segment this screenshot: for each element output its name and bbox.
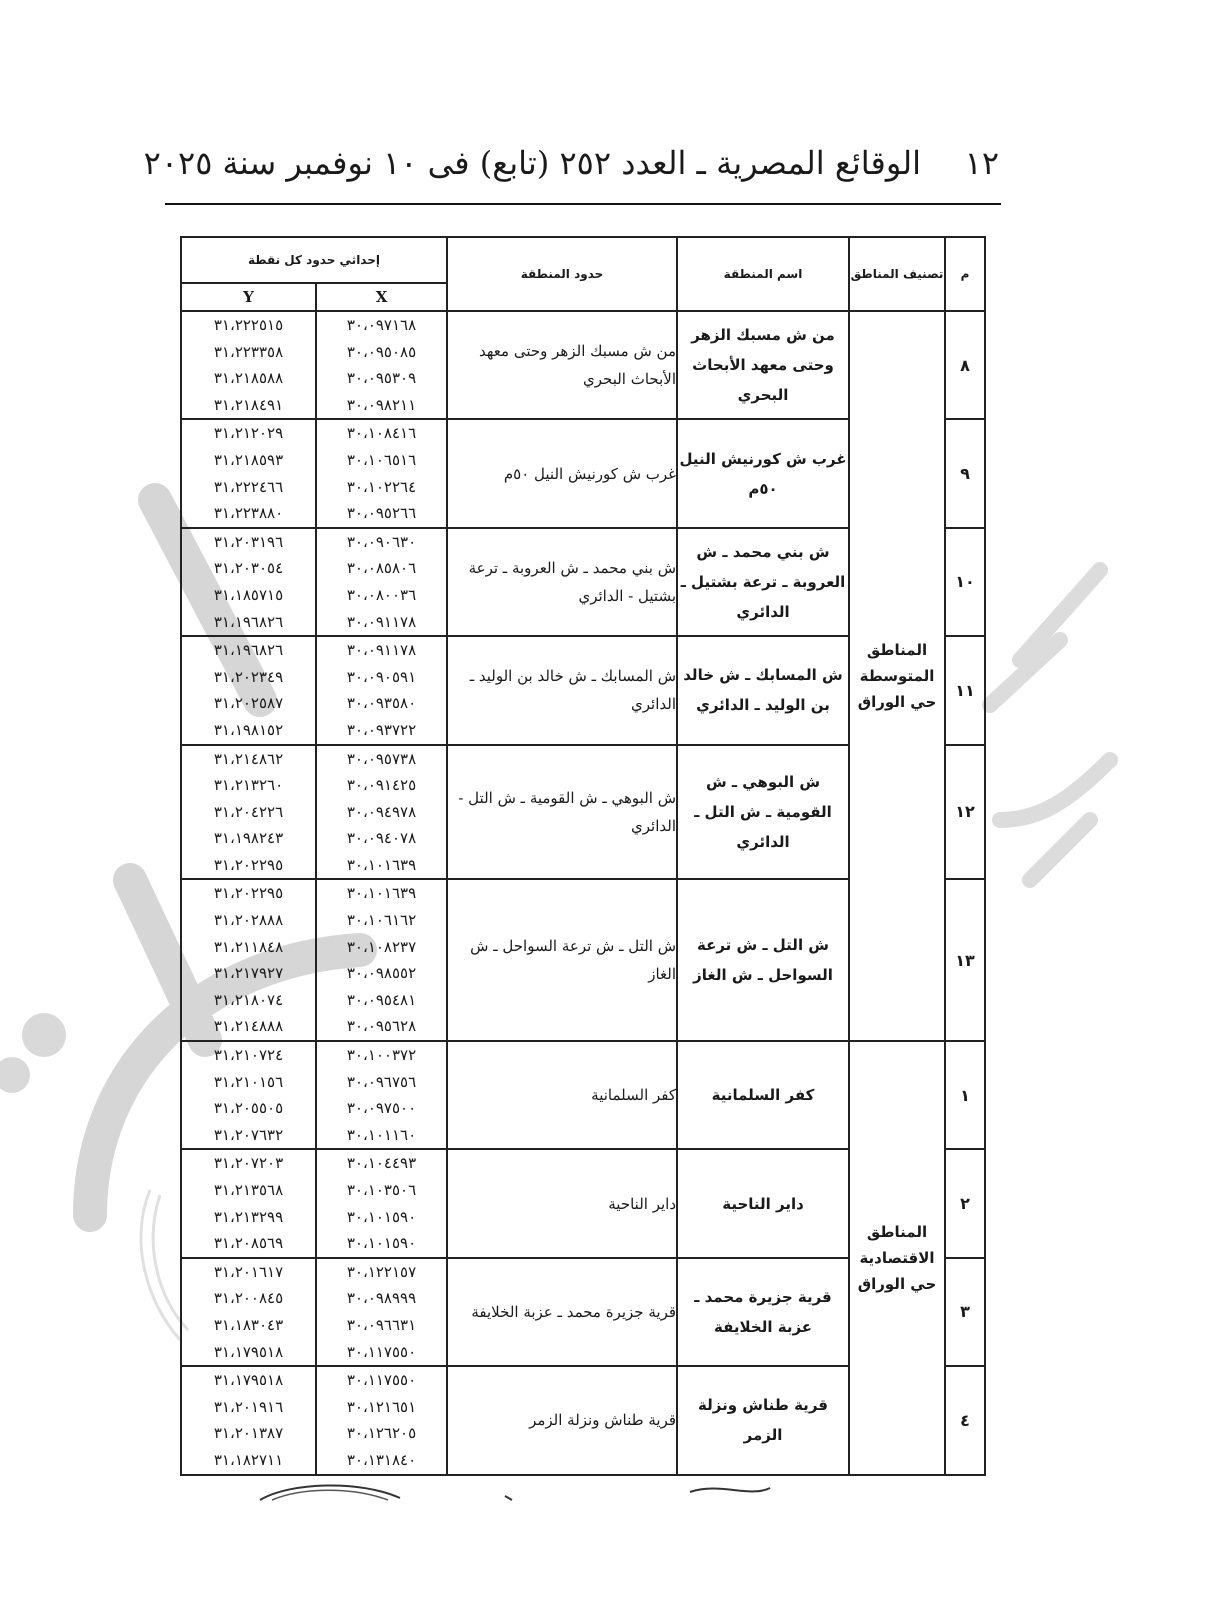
header-num: م: [945, 237, 985, 311]
coord-y-value: ٣١،١٨٢٧١١: [213, 1450, 284, 1469]
row-number: ٩: [945, 419, 985, 527]
coord-x-value: ٣٠،٠٨٠٠٣٦: [346, 585, 417, 604]
header-zone-bounds: حدود المنطقة: [447, 237, 677, 311]
coord-x-value: ٣٠،٠٩٠٦٣٠: [346, 532, 417, 551]
coord-x-value: ٣٠،١٠٨٤١٦: [346, 424, 417, 443]
coord-y-value: ٣١،١٧٩٥١٨: [213, 1371, 284, 1390]
coord-x-value: ٣٠،٠٩٧٥٠٠: [346, 1099, 417, 1118]
coord-y-value: ٣١،٢٠٢٥٨٧: [213, 694, 284, 713]
coord-x-cell: [316, 745, 447, 880]
coord-y-value: ٣١،٢٠١٩١٦: [213, 1397, 284, 1416]
coord-x-value: ٣٠،١٢١٦٥١: [346, 1397, 417, 1416]
zone-classification: المناطق الاقتصادية حي الوراق: [849, 1041, 945, 1475]
coord-y-value: ٣١،٢٠٨٥٦٩: [213, 1234, 284, 1253]
coord-x-cell: [316, 879, 447, 1041]
coord-y-value: ٣١،٢٠١٦١٧: [213, 1262, 284, 1281]
coord-x-value: ٣٠،٠٩٤٠٧٨: [346, 829, 417, 848]
coord-y-value: ٣١،٢١٣٢٩٩: [213, 1207, 284, 1226]
coord-y-value: ٣١،٢١١٨٤٨: [213, 937, 284, 956]
coord-y-value: ٣١،٢٠٢٨٨٨: [213, 911, 284, 930]
zone-name: ش بني محمد ـ ش العروبة ـ ترعة بشتيل ـ الدائري: [677, 528, 849, 636]
coord-x-value: ٣٠،١٠١٥٩٠: [346, 1207, 417, 1226]
zone-name: ش البوهي ـ ش القومية ـ ش التل ـ الدائري: [677, 745, 849, 880]
coord-x-value: ٣٠،٠٩٣٧٢٢: [346, 720, 417, 739]
header-rule: [165, 203, 1001, 205]
coord-x-value: ٣٠،٠٩٧١٦٨: [346, 316, 417, 334]
coord-x-value: ٣٠،١٠٦٥١٦: [346, 450, 417, 469]
zone-bounds: ش بني محمد ـ ش العروبة ـ ترعة بشتيل - الدائري: [447, 528, 677, 636]
coord-y-value: ٣١،٢٢٣٨٨٠: [213, 504, 284, 523]
coord-x-value: ٣٠،٠٩٨٥٥٢: [346, 964, 417, 983]
header-x: X: [316, 283, 447, 311]
row-number: ٣: [945, 1258, 985, 1366]
zones-table: [180, 236, 986, 1476]
zone-name: ش المسابك ـ ش خالد بن الوليد ـ الدائري: [677, 636, 849, 744]
coord-x-value: ٣٠،١٠١٦٣٩: [346, 884, 417, 903]
coord-x-cell: [316, 1041, 447, 1149]
coord-x-value: ٣٠،٠٩٦٦٣١: [346, 1315, 417, 1334]
zone-bounds: غرب ش كورنيش النيل ٥٠م: [447, 419, 677, 527]
coord-y-value: ٣١،٢١٠٧٢٤: [213, 1046, 284, 1065]
coord-y-value: ٣١،٢٠٣١٩٦: [213, 532, 284, 551]
coord-x-value: ٣٠،١٢٢١٥٧: [346, 1262, 417, 1281]
coord-y-value: ٣١،٢١٧٩٢٧: [213, 964, 284, 983]
coord-x-value: ٣٠،١٠٨٢٣٧: [346, 937, 417, 956]
zone-bounds: ش التل ـ ش ترعة السواحل ـ ش الغاز: [447, 879, 677, 1041]
coord-x-value: ٣٠،١١٧٥٥٠: [346, 1342, 417, 1361]
row-number: ١١: [945, 636, 985, 744]
coord-x-value: ٣٠،٠٩١١٧٨: [346, 641, 417, 660]
coord-y-value: ٣١،٢٠٧٦٣٢: [213, 1125, 284, 1144]
coord-x-cell: [316, 1366, 447, 1474]
coord-y-value: ٣١،٢٢٣٣٥٨: [213, 342, 284, 361]
row-number: ١٣: [945, 879, 985, 1041]
coord-x-cell: [316, 311, 447, 419]
coord-y-cell: [181, 1366, 316, 1474]
coord-y-value: ٣١،٢٠٣٠٥٤: [213, 559, 284, 578]
zone-bounds: قرية جزيرة محمد ـ عزبة الخلايفة: [447, 1258, 677, 1366]
coord-y-value: ٣١،٢٠٥٥٠٥: [213, 1099, 284, 1118]
coord-y-value: ٣١،٢١٣٢٦٠: [213, 776, 284, 795]
coord-x-value: ٣٠،١٠١١٦٠: [346, 1125, 417, 1144]
coord-x-value: ٣٠،٠٩٤٩٧٨: [346, 802, 417, 821]
header-zone-name: اسم المنطقة: [677, 237, 849, 311]
row-number: ٤: [945, 1366, 985, 1474]
header-y: Y: [181, 283, 316, 311]
coord-y-cell: [181, 1041, 316, 1149]
coord-x-value: ٣٠،١٠٠٣٧٢: [346, 1046, 417, 1065]
coord-x-cell: [316, 419, 447, 527]
coord-x-cell: [316, 1149, 447, 1257]
zone-name: من ش مسبك الزهر وحتى معهد الأبحاث البحري: [677, 311, 849, 419]
row-number: ٨: [945, 311, 985, 419]
coord-x-value: ٣٠،٠٩٥٢٦٦: [346, 504, 417, 523]
page-number: ١٢: [964, 144, 999, 182]
coord-y-value: ٣١،٢١٨٤٩١: [213, 395, 284, 414]
zone-name: ش التل ـ ش ترعة السواحل ـ ش الغاز: [677, 879, 849, 1041]
zone-bounds: ش البوهي ـ ش القومية ـ ش التل - الدائري: [447, 745, 677, 880]
coord-y-value: ٣١،٢١٤٨٨٨: [213, 1017, 284, 1036]
coord-y-value: ٣١،٢١٤٨٦٢: [213, 749, 284, 768]
coord-y-value: ٣١،١٩٨١٥٢: [213, 720, 284, 739]
row-number: ١٠: [945, 528, 985, 636]
stamp-fragment: [250, 1478, 850, 1502]
coord-y-value: ٣١،٢٢٢٥١٥: [213, 316, 284, 334]
zone-name: غرب ش كورنيش النيل ٥٠م: [677, 419, 849, 527]
coord-y-value: ٣١،٢١٨٥٨٨: [213, 369, 284, 388]
coord-y-value: ٣١،٢٢٢٤٦٦: [213, 477, 284, 496]
coord-x-cell: [316, 1258, 447, 1366]
coord-x-value: ٣٠،١٠٦١٦٢: [346, 911, 417, 930]
coord-y-cell: [181, 419, 316, 527]
zones-table-body: [181, 311, 985, 1475]
coord-y-value: ٣١،٢٠٢٣٤٩: [213, 667, 284, 686]
coord-x-value: ٣٠،٠٩١٤٢٥: [346, 776, 417, 795]
coord-y-cell: [181, 745, 316, 880]
coord-x-value: ٣٠،٠٩١١٧٨: [346, 612, 417, 631]
coord-y-value: ٣١،١٨٣٠٤٣: [213, 1315, 284, 1334]
coord-y-cell: [181, 1149, 316, 1257]
coord-y-value: ٣١،٢١٠١٥٦: [213, 1072, 284, 1091]
zone-bounds: كفر السلمانية: [447, 1041, 677, 1149]
coord-y-value: ٣١،٢٠٧٢٠٣: [213, 1154, 284, 1173]
zone-name: داير الناحية: [677, 1149, 849, 1257]
coord-y-cell: [181, 636, 316, 744]
coord-y-cell: [181, 1258, 316, 1366]
coord-y-value: ٣١،٢١٨٠٧٤: [213, 990, 284, 1009]
coord-y-value: ٣١،٢٠٢٢٩٥: [213, 855, 284, 874]
coord-y-value: ٣١،٢٠٢٢٩٥: [213, 884, 284, 903]
zone-bounds: قرية طناش ونزلة الزمر: [447, 1366, 677, 1474]
coord-x-value: ٣٠،١٢٦٢٠٥: [346, 1424, 417, 1443]
zone-bounds: ش المسابك ـ ش خالد بن الوليد ـ الدائري: [447, 636, 677, 744]
coord-x-value: ٣٠،٠٩٥٠٨٥: [346, 342, 417, 361]
page-header: [143, 138, 1001, 198]
coord-x-value: ٣٠،٠٩٨٩٩٩: [346, 1289, 417, 1308]
coord-y-value: ٣١،٢٠٠٨٤٥: [213, 1289, 284, 1308]
coord-y-value: ٣١،٢١٨٥٩٣: [213, 450, 284, 469]
zone-name: قرية جزيرة محمد ـ عزبة الخلايفة: [677, 1258, 849, 1366]
header-classification: تصنيف المناطق: [849, 237, 945, 311]
coord-y-value: ٣١،٢٠١٣٨٧: [213, 1424, 284, 1443]
row-number: ١٢: [945, 745, 985, 880]
coord-x-value: ٣٠،٠٩٦٧٥٦: [346, 1072, 417, 1091]
zone-name: قرية طناش ونزلة الزمر: [677, 1366, 849, 1474]
coord-x-value: ٣٠،١٠٢٢٦٤: [346, 477, 417, 496]
zone-bounds: من ش مسبك الزهر وحتى معهد الأبحاث البحري: [447, 311, 677, 419]
zone-classification: المناطق المتوسطة حي الوراق: [849, 311, 945, 1041]
coord-x-value: ٣٠،١٣١٨٤٠: [346, 1450, 417, 1469]
header-coords: إحداثي حدود كل نقطة: [181, 237, 447, 283]
coord-x-value: ٣٠،١٠١٦٣٩: [346, 855, 417, 874]
coord-x-value: ٣٠،١٠٤٤٩٣: [346, 1154, 417, 1173]
coord-x-value: ٣٠،٠٩٥٤٨١: [346, 990, 417, 1009]
coord-y-cell: [181, 528, 316, 636]
coord-y-value: ٣١،٢١٢٠٢٩: [213, 424, 284, 443]
coord-x-value: ٣٠،٠٩٥٣٠٩: [346, 369, 417, 388]
row-number: ٢: [945, 1149, 985, 1257]
coord-x-value: ٣٠،١٠١٥٩٠: [346, 1234, 417, 1253]
table-row: [181, 1041, 985, 1149]
coord-x-value: ٣٠،١٠٣٥٠٦: [346, 1181, 417, 1199]
zone-bounds: داير الناحية: [447, 1149, 677, 1257]
row-number: ١: [945, 1041, 985, 1149]
coord-x-value: ٣٠،٠٩٣٥٨٠: [346, 694, 417, 713]
coord-y-cell: [181, 879, 316, 1041]
coord-x-cell: [316, 528, 447, 636]
coord-y-value: ٣١،٢٠٤٢٢٦: [213, 802, 284, 821]
coord-x-value: ٣٠،٠٩٥٦٢٨: [346, 1017, 417, 1036]
coord-x-cell: [316, 636, 447, 744]
coord-y-value: ٣١،١٩٨٢٤٣: [213, 829, 284, 848]
gazette-title: الوقائع المصرية ـ العدد ٢٥٢ (تابع) فى ١٠ نوفمبر سنة ٢٠٢٥: [143, 144, 921, 182]
coord-x-value: ٣٠،٠٩٥٧٣٨: [346, 749, 417, 768]
table-row: [181, 311, 985, 419]
coord-y-value: ٣١،١٩٦٨٢٦: [213, 641, 284, 660]
coord-y-value: ٣١،١٩٦٨٢٦: [213, 612, 284, 631]
coord-x-value: ٣٠،٠٨٥٨٠٦: [346, 559, 417, 578]
coord-y-value: ٣١،٢١٣٥٦٨: [213, 1181, 284, 1199]
coord-y-value: ٣١،١٨٥٧١٥: [213, 585, 284, 604]
coord-x-value: ٣٠،٠٩٨٢١١: [346, 395, 417, 414]
coord-y-value: ٣١،١٧٩٥١٨: [213, 1342, 284, 1361]
zone-name: كفر السلمانية: [677, 1041, 849, 1149]
coord-x-value: ٣٠،٠٩٠٥٩١: [346, 667, 417, 686]
coord-y-cell: [181, 311, 316, 419]
coord-x-value: ٣٠،١١٧٥٥٠: [346, 1371, 417, 1390]
